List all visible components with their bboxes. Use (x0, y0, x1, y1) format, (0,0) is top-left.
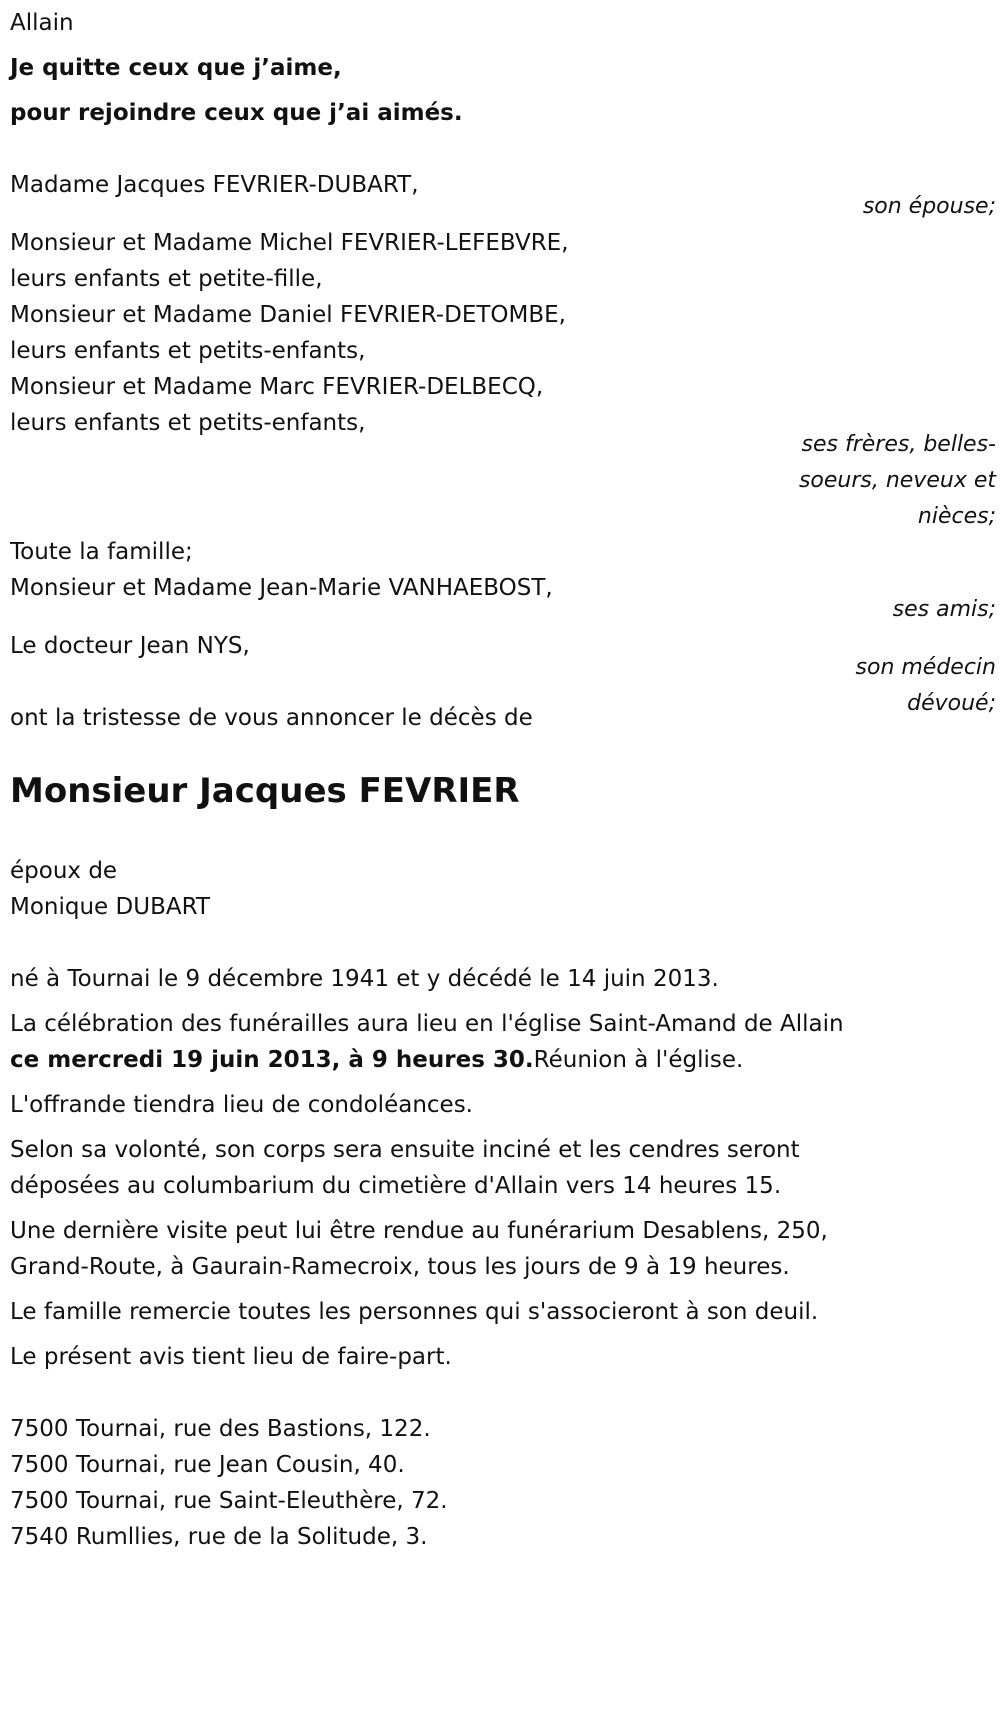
address-line: 7500 Tournai, rue des Bastions, 122. (10, 1416, 431, 1442)
family-line: Monsieur et Madame Daniel FEVRIER-DETOMBE, (10, 302, 566, 328)
spouse-of-label: époux de (10, 858, 118, 884)
birth-death: né à Tournai le 9 décembre 1941 et y décédé le 14 juin 2013. (10, 966, 719, 992)
family-line: Monsieur et Madame Michel FEVRIER-LEFEBVRE, (10, 230, 569, 256)
visit-line-2: Grand-Route, à Gaurain-Ramecroix, tous les jours de 9 à 19 heures. (10, 1254, 790, 1280)
place-name: Allain (10, 10, 74, 36)
ceremony-line-2 (10, 1045, 743, 1075)
offering: L'offrande tiendra lieu de condoléances. (10, 1092, 473, 1118)
family-line: leurs enfants et petits-enfants, (10, 338, 366, 364)
siblings-role-line: soeurs, neveux et (798, 468, 996, 493)
cremation-line-1: Selon sa volonté, son corps sera ensuite inciné et les cendres seront (10, 1137, 800, 1163)
thanks: Le famille remercie toutes les personnes qui s'associeront à son deuil. (10, 1299, 819, 1325)
notice: Le présent avis tient lieu de faire-part. (10, 1344, 452, 1370)
deceased-name: Monsieur Jacques FEVRIER (10, 771, 520, 811)
address-line: 7540 Rumllies, rue de la Solitude, 3. (10, 1524, 428, 1550)
friends-role: ses amis; (892, 597, 996, 622)
ceremony-date: ce mercredi 19 juin 2013, à 9 heures 30. (10, 1047, 534, 1073)
quote-line-1: Je quitte ceux que j’aime, (10, 55, 342, 81)
family-all: Toute la famille; (10, 539, 193, 565)
spouse-of-name: Monique DUBART (10, 894, 210, 920)
family-line: leurs enfants et petite-fille, (10, 266, 323, 292)
siblings-role-line: nièces; (917, 504, 996, 529)
spouse-role: son épouse; (862, 194, 996, 219)
quote-line-2: pour rejoindre ceux que j’ai aimés. (10, 100, 463, 126)
visit-line-1: Une dernière visite peut lui être rendue au funérarium Desablens, 250, (10, 1218, 828, 1244)
cremation-line-2: déposées au columbarium du cimetière d'Allain vers 14 heures 15. (10, 1173, 782, 1199)
doctor-name: Le docteur Jean NYS, (10, 633, 250, 659)
address-line: 7500 Tournai, rue Saint-Eleuthère, 72. (10, 1488, 448, 1514)
family-line: Monsieur et Madame Marc FEVRIER-DELBECQ, (10, 374, 544, 400)
address-line: 7500 Tournai, rue Jean Cousin, 40. (10, 1452, 405, 1478)
family-line: leurs enfants et petits-enfants, (10, 410, 366, 436)
spouse-name: Madame Jacques FEVRIER-DUBART, (10, 172, 419, 198)
ceremony-line-1: La célébration des funérailles aura lieu en l'église Saint-Amand de Allain (10, 1011, 844, 1037)
ceremony-meeting: Réunion à l'église. (533, 1047, 744, 1073)
doctor-role-line: dévoué; (907, 691, 996, 716)
siblings-role-line: ses frères, belles- (801, 432, 996, 457)
friends-name: Monsieur et Madame Jean-Marie VANHAEBOST, (10, 575, 553, 601)
announcement-intro: ont la tristesse de vous annoncer le décès de (10, 705, 533, 731)
doctor-role-line: son médecin (855, 655, 996, 680)
